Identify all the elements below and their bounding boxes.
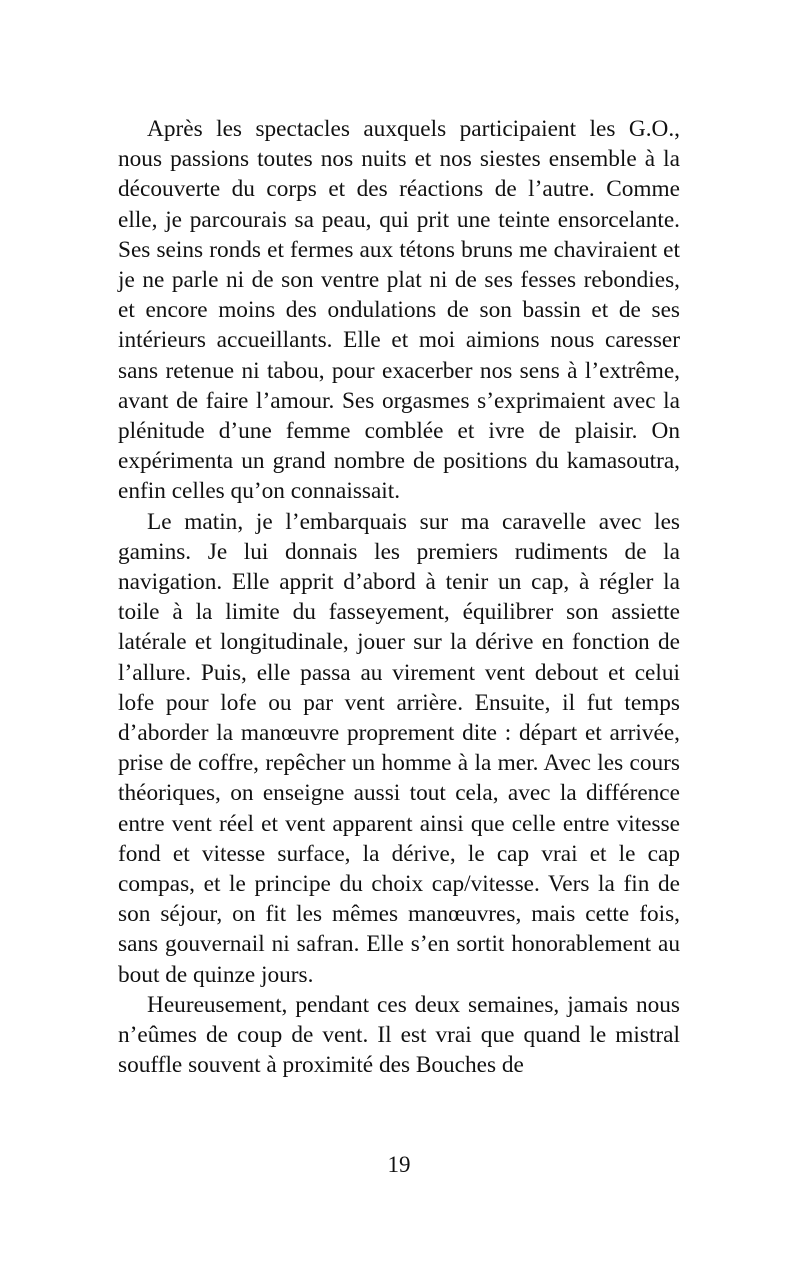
page-number: 19 bbox=[387, 1152, 411, 1177]
paragraph-1: Après les spectacles auxquels participaient les G.O., nous passions toutes nos nuits et nos siestes ensemble à la découverte du corps et des réactions de l’autre. Comme elle, je parcourais sa peau, qui prit une teinte ensorcelante. Ses seins ronds et fermes aux tétons bruns me chaviraient et je ne parle ni de son ventre plat ni de ses fesses rebondies, et encore moins des ondulations de son bassin et de ses intérieurs accueillants. Elle et moi aimions nous caresser sans retenue ni tabou, pour exacerber nos sens à l’extrême, avant de faire l’amour. Ses orgasmes s’exprimaient avec la plénitude d’une femme comblée et ivre de plaisir. On expérimenta un grand nombre de positions du kamasoutra, enfin celles qu’on connaissait. bbox=[118, 116, 680, 505]
paragraph-3: Heureusement, pendant ces deux semaines, jamais nous n’eûmes de coup de vent. Il est vrai que quand le mistral souffle souvent à proximité des Bouches de bbox=[118, 991, 680, 1079]
body-text bbox=[118, 114, 680, 1081]
paragraph-2: Le matin, je l’embarquais sur ma caravelle avec les gamins. Je lui donnais les premiers rudiments de la navigation. Elle apprit d’abord à tenir un cap, à régler la toile à la limite du fasseyement, équilibrer son assiette latérale et longitudinale, jouer sur la dérive en fonction de l’allure. Puis, elle passa au virement vent debout et celui lofe pour lofe ou par vent arrière. Ensuite, il fut temps d’aborder la manœuvre proprement dite : départ et arrivée, prise de coffre, repêcher un homme à la mer. Avec les cours théoriques, on enseigne aussi tout cela, avec la différence entre vent réel et vent apparent ainsi que celle entre vitesse fond et vitesse surface, la dérive, le cap vrai et le cap compas, et le principe du choix cap/vitesse. Vers la fin de son séjour, on fit les mêmes manœuvres, mais cette fois, sans gouvernail ni safran. Elle s’en sortit honorablement au bout de quinze jours. bbox=[118, 508, 680, 988]
